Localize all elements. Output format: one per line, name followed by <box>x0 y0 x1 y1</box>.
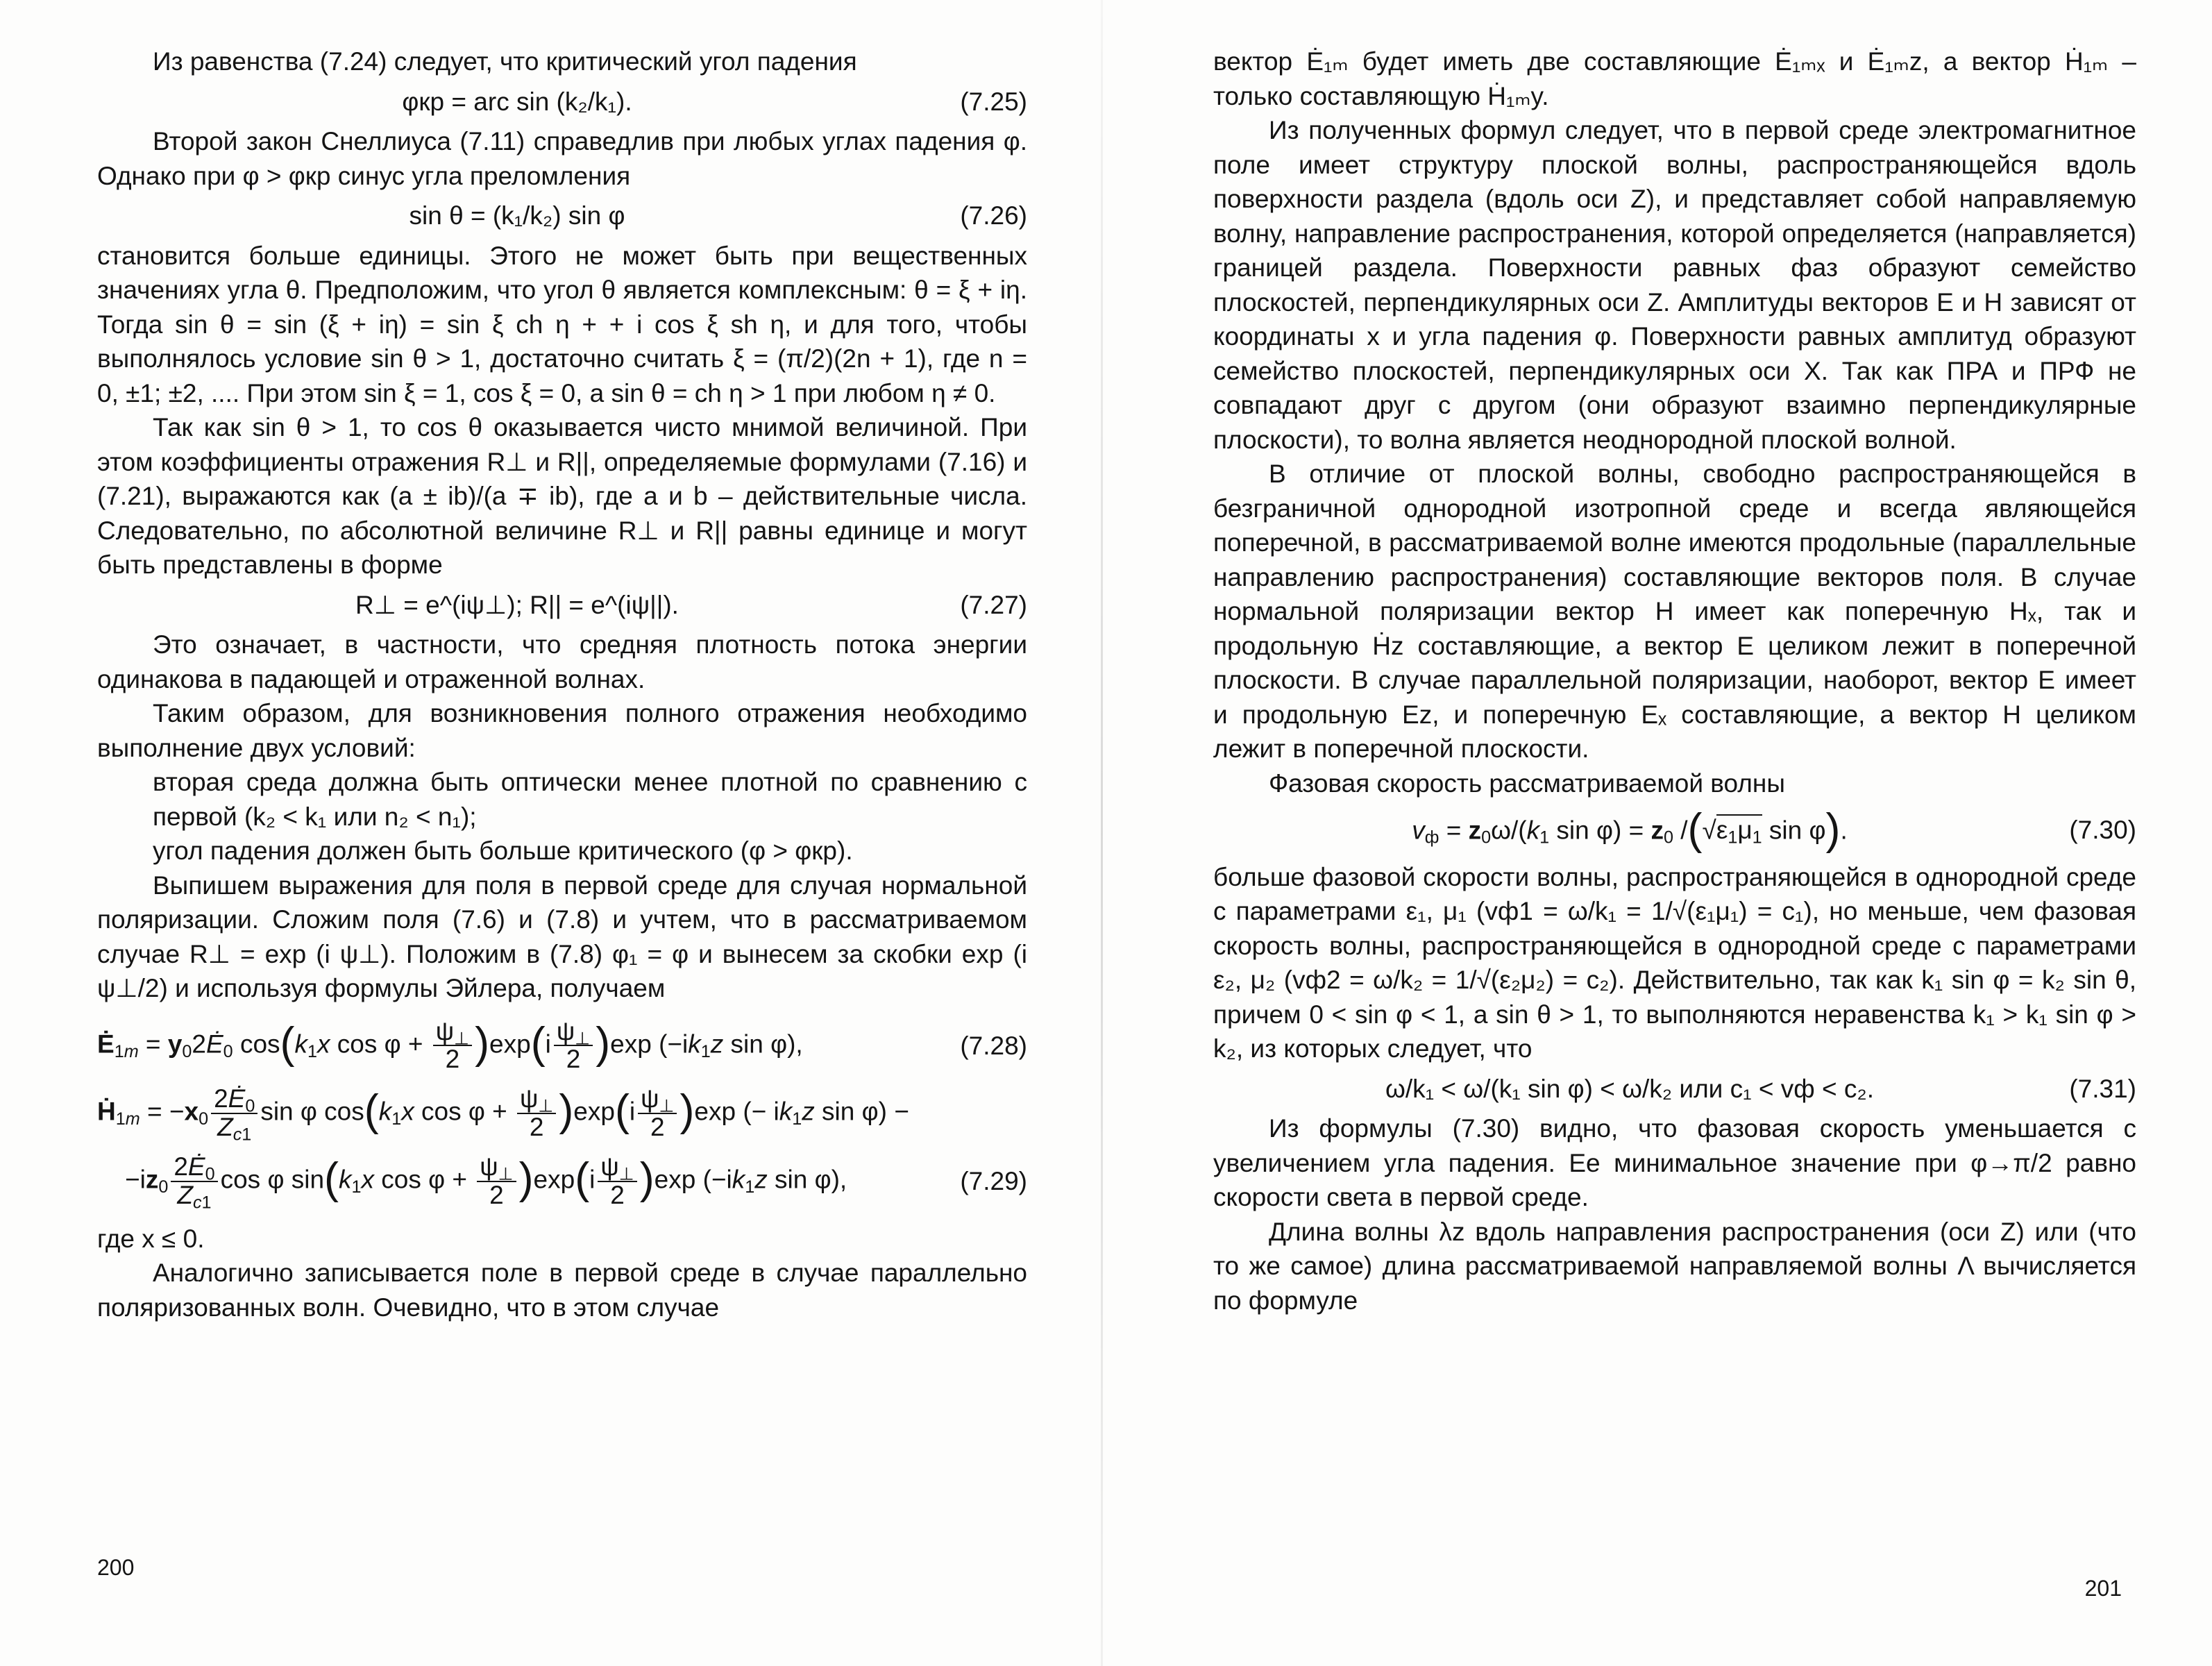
equation-7-31 <box>1213 1072 2136 1107</box>
paragraph: Второй закон Снеллиуса (7.11) справедлив при любых углах падения φ. Однако при φ > φкр синус угла преломления <box>97 127 1027 190</box>
paragraph: Из равенства (7.24) следует, что критический угол падения <box>153 47 857 76</box>
list-item: угол падения должен быть больше критического (φ > φкр). <box>153 836 853 865</box>
paragraph: Фазовая скорость рассматриваемой волны <box>1269 768 1785 798</box>
equation-7-29-line-2 <box>97 1152 1027 1212</box>
equation-7-30 <box>1213 805 2136 854</box>
equation-body: φкр = arc sin (k₂/k₁). <box>402 87 632 116</box>
paragraph: Выпишем выражения для поля в первой среде для случая нормальной поляризации. Сложим поля (7.6) и (7.8) и учтем, что в рассматриваемом случае R⊥ = exp (i ψ⊥). Положим в (7.8) φ₁ = φ и вынесем за скобки exp (i ψ⊥/2) и используя формулы Эйлера, получаем <box>97 870 1027 1002</box>
list-item: вторая среда должна быть оптически менее плотной по сравнению с первой (k₂ < k₁ или n₂ < n₁); <box>153 768 1027 831</box>
equation-body: Ḣ$_{1m}$ = $-x_0$ $\frac{2Ė_0}{Z_{c1}}$ sin φ $\cos(k_1x$ cos φ + $\frac{\psi_\perp}{2}$ )exp(i $\frac{\psi_\perp}{2}$ )exp (− $ik_1z$ sin φ) − <box>97 1084 909 1145</box>
paragraph: Длина волны λz вдоль направления распространения (оси Z) или (что то же самое) длина рассматриваемой направляемой волны Λ вычисляется по формуле <box>1213 1217 2136 1315</box>
equation-7-28 <box>97 1018 1027 1074</box>
equation-7-25 <box>97 85 1027 119</box>
equation-number: (7.29) <box>960 1166 1027 1195</box>
equation-body: sin θ = (k₁/k₂) sin φ <box>409 201 625 230</box>
equation-body: ω/k₁ < ω/(k₁ sin φ) < ω/k₂ или c₁ < vф < c₂. <box>1385 1074 1875 1103</box>
paragraph: где x ≤ 0. <box>97 1224 205 1253</box>
equation-body: $Ė_{1m}$ = $y_02Ė_0$ $\cos(k_1x$ cos φ + $\frac{\psi_\perp}{2}$ )exp(i $\frac{\psi_\perp}{2}$ )exp ($-ik_1z$ sin φ), <box>97 1016 803 1074</box>
paragraph: вектор Ė₁ₘ будет иметь две составляющие Ė₁ₘₓ и Ė₁ₘz, а вектор Ḣ₁ₘ – только составляющую Ḣ₁ₘy. <box>1213 47 2136 110</box>
equation-body: $v_ф = z_0\omega/(k_1$ $\sin \varphi) = z_0$ $/(√\varepsilon_1\mu_1$ sin φ). <box>1412 805 1848 854</box>
paragraph: Из полученных формул следует, что в первой среде электромагнитное поле имеет структуру плоской волны, распространяющейся вдоль поверхности раздела (вдоль оси Z), и представляет собой направляемую волну, направление распространения, которой определяется (направляется) границей раздела. Поверхности равных фаз образуют семейство плоскостей, перпендикулярных оси Z. Амплитуды векторов E и H зависят от координаты x и угла падения φ. Поверхности равных амплитуд образуют семейство плоскостей, перпендикулярных оси X. Так как ПРА и ПРФ не совпадают друг с другом (они образуют взаимно перпендикулярные плоскости), то волна является неоднородной плоской волной. <box>1213 116 2136 454</box>
page-number: 200 <box>97 1555 135 1580</box>
equation-number: (7.25) <box>960 87 1027 116</box>
equation-7-26 <box>97 199 1027 233</box>
paragraph: В отличие от плоской волны, свободно распространяющейся в безграничной однородной изотропной среде и всегда являющейся поперечной, в рассматриваемой волне имеются продольные (параллельные направлению распространения) составляющие векторов поля. В случае нормальной поляризации вектор H имеет как поперечную Hₓ, так и продольную Ḣz составляющие, а вектор E целиком лежит в поперечной плоскости. В случае параллельной поляризации, наоборот, вектор E имеет и продольную Ez, и поперечную Eₓ составляющие, а вектор H целиком лежит в поперечной плоскости. <box>1213 460 2136 763</box>
equation-7-29-line-1 <box>97 1084 1027 1145</box>
paragraph: Аналогично записывается поле в первой среде в случае параллельно поляризованных волн. Очевидно, что в этом случае <box>97 1259 1027 1322</box>
equation-body: R⊥ = e^(iψ⊥); R|| = e^(iψ||). <box>355 590 679 619</box>
left-text-column <box>97 44 1027 1324</box>
right-page <box>1106 0 2212 1666</box>
paragraph: Из формулы (7.30) видно, что фазовая скорость уменьшается с увеличением угла падения. Ее минимальное значение при φ→π/2 равно скорости света в первой среде. <box>1213 1114 2136 1212</box>
page-number: 201 <box>2084 1576 2122 1601</box>
paragraph: больше фазовой скорости волны, распространяющейся в однородной среде с параметрами ε₁, μ₁ (vф1 = ω/k₁ = 1/√(ε₁μ₁) = c₁), но меньше, чем фазовая скорость волны, распространяющейся в однородной среде с параметрами ε₂, μ₂ (vф2 = ω/k₂ = 1/√(ε₂μ₂) = c₂). Действительно, так как k₁ sin φ = k₂ sin θ, причем 0 < sin φ < 1, а sin θ > 1, то выполняются неравенства k₁ > k₁ sin φ > k₂, из которых следует, что <box>1213 862 2136 1063</box>
equation-number: (7.31) <box>2069 1074 2136 1103</box>
equation-body: $-iz_0$ $\frac{2Ė_0}{Z_{c1}}$ cos φ $\sin(k_1x$ cos φ + $\frac{\psi_\perp}{2}$ )exp(i $\frac{\psi_\perp}{2}$ )exp ($-ik_1z$ sin φ), <box>125 1152 847 1212</box>
paragraph: становится больше единицы. Этого не может быть при вещественных значениях угла θ. Предположим, что угол θ является комплексным: θ = ξ + iη. Тогда sin θ = sin (ξ + iη) = sin ξ ch η + + i cos ξ sh η, и для того, чтобы выполнялось условие sin θ > 1, достаточно считать ξ = (π/2)(2n + 1), где n = 0, ±1; ±2, .... При этом sin ξ = 1, cos ξ = 0, а sin θ = ch η > 1 при любом η ≠ 0. <box>97 241 1027 407</box>
equation-number: (7.30) <box>2069 816 2136 845</box>
equation-7-27 <box>97 588 1027 623</box>
right-text-column <box>1213 44 2136 1318</box>
paragraph: Таким образом, для возникновения полного отражения необходимо выполнение двух условий: <box>97 699 1027 762</box>
paragraph: Так как sin θ > 1, то cos θ оказывается чисто мнимой величиной. При этом коэффициенты отражения R⊥ и R||, определяемые формулами (7.16) и (7.21), выражаются как (a ± ib)/(a ∓ ib), где a и b – действительные числа. Следовательно, по абсолютной величине R⊥ и R|| равны единице и могут быть представлены в форме <box>97 413 1027 579</box>
equation-number: (7.28) <box>960 1031 1027 1060</box>
equation-number: (7.26) <box>960 201 1027 230</box>
paragraph: Это означает, в частности, что средняя плотность потока энергии одинакова в падающей и отраженной волнах. <box>97 630 1027 693</box>
equation-number: (7.27) <box>960 590 1027 619</box>
